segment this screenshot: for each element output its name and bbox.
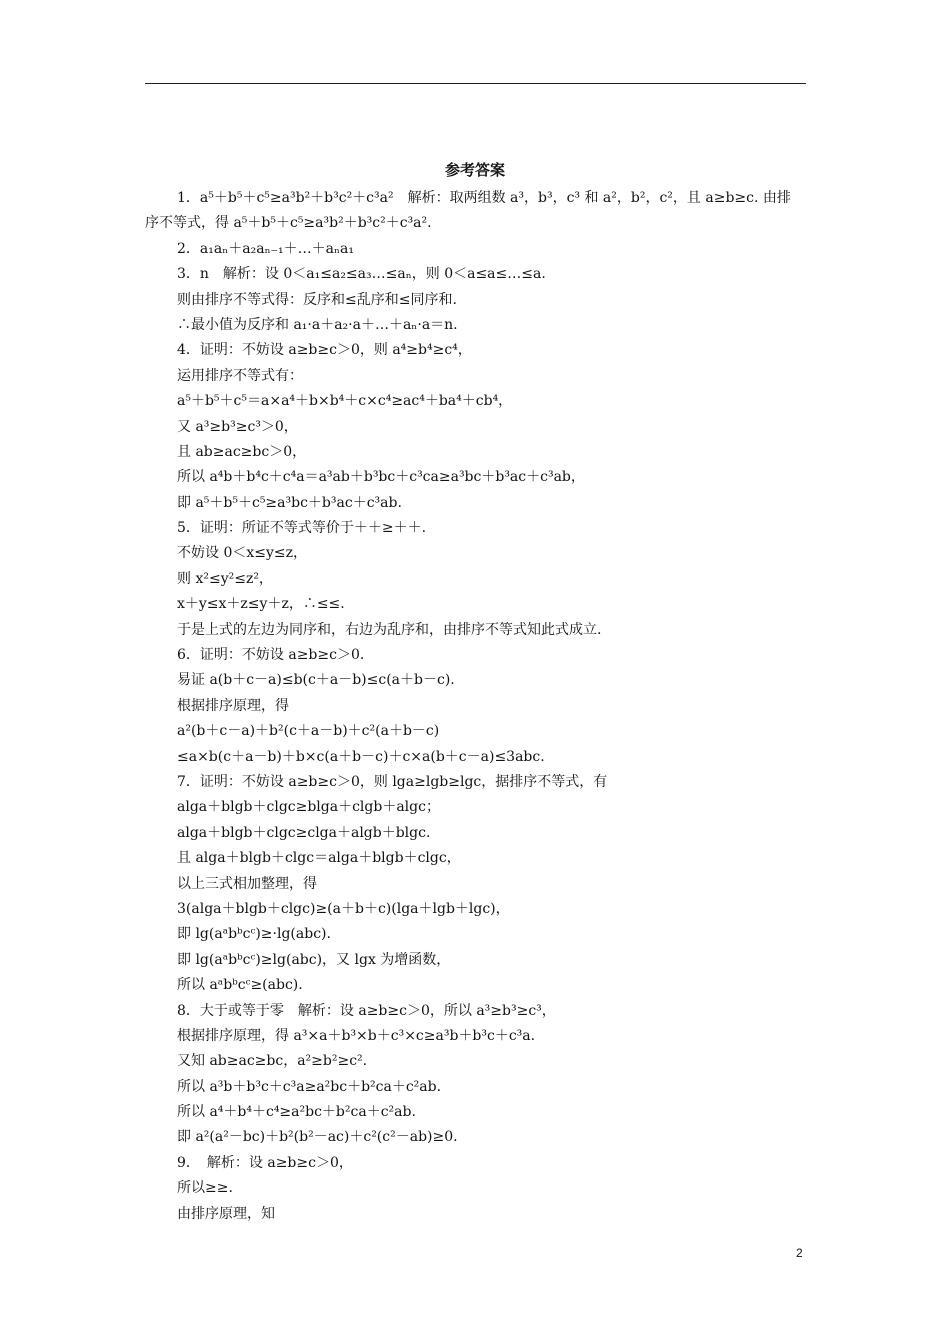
answer-line: 1．a⁵＋b⁵＋c⁵≥a³b²＋b³c²＋c³a² 解析：取两组数 a³，b³，c³ 和 a²，b²，c²，且 a≥b≥c. 由排 xyxy=(177,190,791,206)
answer-line: 所以 a³b＋b³c＋c³a≥a²bc＋b²ca＋c²ab. xyxy=(177,1078,442,1095)
answer-line: 根据排序原理，得 a³×a＋b³×b＋c³×c≥a³b＋b³c＋c³a. xyxy=(177,1027,536,1044)
answer-line: 又知 ab≥ac≥bc，a²≥b²≥c². xyxy=(177,1053,368,1070)
answer-line: 则 x²≤y²≤z²， xyxy=(177,570,273,587)
answer-line: 且 alga＋blgb＋clgc＝alga＋blgb＋clgc， xyxy=(177,850,461,867)
page-number: 2 xyxy=(796,1246,803,1260)
answer-line: 即 a²(a²－bc)＋b²(b²－ac)＋c²(c²－ab)≥0. xyxy=(177,1129,458,1146)
answer-line: 8．大于或等于零 解析：设 a≥b≥c＞0，所以 a³≥b³≥c³， xyxy=(177,1002,556,1019)
answer-line: 3．n 解析：设 0＜a₁≤a₂≤a₃…≤aₙ，则 0＜a≤a≤…≤a. xyxy=(177,266,546,283)
answer-line: 运用排序不等式有： xyxy=(177,367,303,384)
answer-line: ≤a×b(c＋a－b)＋b×c(a＋b－c)＋c×a(b＋c－a)≤3abc. xyxy=(177,748,545,765)
answer-line: 又 a³≥b³≥c³＞0， xyxy=(177,418,298,435)
answer-line: 所以≥≥. xyxy=(177,1180,233,1197)
answer-line: 由排序原理，知 xyxy=(177,1205,275,1222)
answer-body xyxy=(145,186,810,1227)
answer-line: 且 ab≥ac≥bc＞0， xyxy=(177,443,307,460)
answer-line: 于是上式的左边为同序和，右边为乱序和，由排序不等式知此式成立. xyxy=(177,621,602,638)
page-title: 参考答案 xyxy=(444,161,505,179)
answer-line: 2．a₁aₙ＋a₂aₙ₋₁＋…＋aₙa₁ xyxy=(177,240,354,257)
answer-line: 易证 a(b＋c－a)≤b(c＋a－b)≤c(a＋b－c). xyxy=(177,672,455,689)
answer-line: 6．证明：不妨设 a≥b≥c＞0. xyxy=(177,647,365,664)
answer-line: 所以 a⁴＋b⁴＋c⁴≥a²bc＋b²ca＋c²ab. xyxy=(177,1104,416,1121)
answer-line: 即 lg(aᵃbᵇcᶜ)≥·lg(abc). xyxy=(177,926,331,943)
answer-line: alga＋blgb＋clgc≥clga＋algb＋blgc. xyxy=(177,824,431,841)
answer-line: 9． 解析：设 a≥b≥c＞0， xyxy=(177,1154,353,1171)
answer-line: 即 lg(aᵃbᵇcᶜ)≥lg(abc)，又 lgx 为增函数， xyxy=(177,951,451,968)
answer-line: a²(b＋c－a)＋b²(c＋a－b)＋c²(a＋b－c) xyxy=(177,723,440,740)
answer-line: 以上三式相加整理，得 xyxy=(177,875,317,892)
answer-line: x＋y≤x＋z≤y＋z，∴≤≤. xyxy=(177,596,345,613)
answer-line: 序不等式，得 a⁵＋b⁵＋c⁵≥a³b²＋b³c²＋c³a². xyxy=(145,215,432,232)
answer-line: 3(alga＋blgb＋clgc)≥(a＋b＋c)(lga＋lgb＋lgc)， xyxy=(177,900,510,917)
answer-line: 7．证明：不妨设 a≥b≥c＞0，则 lga≥lgb≥lgc，据排序不等式，有 xyxy=(177,773,608,790)
header-rule xyxy=(145,83,806,84)
answer-line: a⁵＋b⁵＋c⁵＝a×a⁴＋b×b⁴＋c×c⁴≥ac⁴＋ba⁴＋cb⁴， xyxy=(177,393,513,410)
answer-line: 不妨设 0＜x≤y≤z， xyxy=(177,545,307,562)
answer-line: 则由排序不等式得：反序和≤乱序和≤同序和. xyxy=(177,291,457,308)
answer-line: 所以 a⁴b＋b⁴c＋c⁴a＝a³ab＋b³bc＋c³ca≥a³bc＋b³ac＋c³ab， xyxy=(177,469,585,486)
answer-line: 4．证明：不妨设 a≥b≥c＞0，则 a⁴≥b⁴≥c⁴， xyxy=(177,342,472,359)
answer-line: 即 a⁵＋b⁵＋c⁵≥a³bc＋b³ac＋c³ab. xyxy=(177,494,402,511)
answer-line: ∴最小值为反序和 a₁·a＋a₂·a＋…＋aₙ·a＝n. xyxy=(177,316,458,333)
answer-line: 所以 aᵃbᵇcᶜ≥(abc). xyxy=(177,977,303,994)
answer-line: 5．证明：所证不等式等价于＋＋≥＋＋. xyxy=(177,520,427,537)
answer-line: alga＋blgb＋clgc≥blga＋clgb＋algc； xyxy=(177,799,440,816)
answer-line: 根据排序原理，得 xyxy=(177,697,289,714)
